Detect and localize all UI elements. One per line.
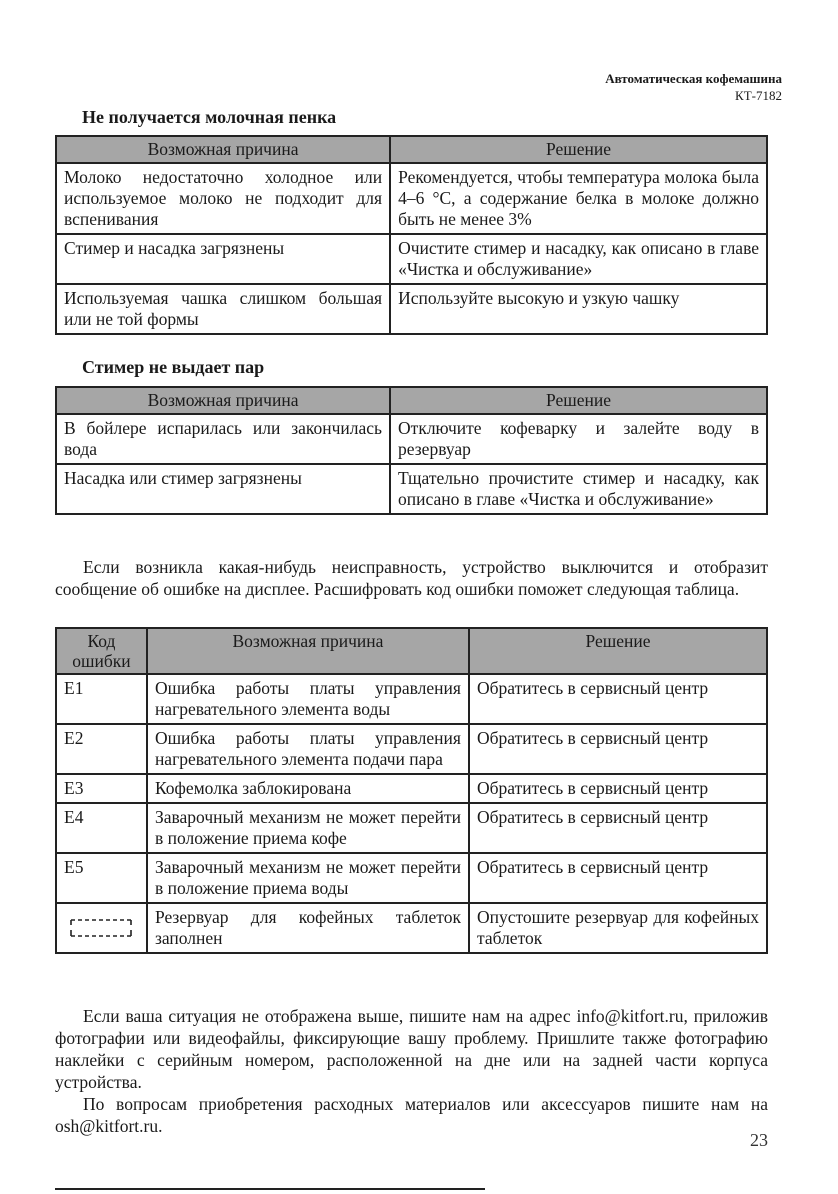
solution-cell: Опустошите резервуар для кофейных таблеток — [469, 903, 767, 953]
table-header-row — [56, 628, 767, 674]
solution-cell: Обратитесь в сервисный центр — [469, 853, 767, 903]
accessories-paragraph: По вопросам приобретения расходных материалов или аксессуаров пишите нам на osh@kitfort.ru. — [55, 1094, 768, 1136]
table-row — [56, 903, 767, 953]
table-row — [56, 414, 767, 464]
solution-cell: Отключите кофеварку и залейте воду в резервуар — [390, 414, 767, 464]
table-row — [56, 234, 767, 284]
section-title-milk-foam: Не получается молочная пенка — [82, 107, 337, 127]
cause-cell: Стимер и насадка загрязнены — [56, 234, 390, 284]
header-model: КТ-7182 — [735, 88, 782, 103]
table-row — [56, 774, 767, 803]
solution-cell: Обратитесь в сервисный центр — [469, 724, 767, 774]
cause-cell: Резервуар для кофейных таблеток заполнен — [147, 903, 469, 953]
error-intro-paragraph: Если возникла какая-нибудь неисправность, устройство выключится и отобразит сообщение об ошибке на дисплее. Расшифровать код ошибки поможет следующая таблица. — [55, 557, 768, 599]
cause-cell: Ошибка работы платы управления нагревательного элемента подачи пара — [147, 724, 469, 774]
solution-cell: Тщательно прочистите стимер и насадку, как описано в главе «Чистка и обслуживание» — [390, 464, 767, 514]
contact-paragraph: Если ваша ситуация не отображена выше, пишите нам на адрес info@kitfort.ru, приложив фотографии или видеофайлы, фиксирующие вашу проблему. Пришлите также фотографию наклейки с серийным номером, расположенной на дне или на задней части корпуса устройства. — [55, 1006, 768, 1092]
table-row — [56, 803, 767, 853]
cause-cell: Используемая чашка слишком большая или не той формы — [56, 284, 390, 334]
cause-cell: Молоко недостаточно холодное или используемое молоко не подходит для вспенивания — [56, 163, 390, 234]
solution-cell: Обратитесь в сервисный центр — [469, 674, 767, 724]
table-row — [56, 724, 767, 774]
column-header-cause: Возможная причина — [147, 628, 469, 674]
solution-cell: Обратитесь в сервисный центр — [469, 774, 767, 803]
footer-divider — [55, 1188, 485, 1190]
dashed-rectangle-icon — [69, 917, 133, 939]
error-code-cell — [56, 903, 147, 953]
table-row — [56, 853, 767, 903]
table-header-row — [56, 136, 767, 163]
cause-cell: Насадка или стимер загрязнены — [56, 464, 390, 514]
cause-cell: В бойлере испарилась или закончилась вода — [56, 414, 390, 464]
cause-cell: Ошибка работы платы управления нагревательного элемента воды — [147, 674, 469, 724]
error-code-cell: E5 — [56, 853, 147, 903]
table-row — [56, 284, 767, 334]
error-code-cell: E1 — [56, 674, 147, 724]
error-codes-table — [55, 627, 768, 954]
column-header-cause: Возможная причина — [56, 136, 390, 163]
column-header-solution: Решение — [469, 628, 767, 674]
steamer-table — [55, 386, 768, 515]
column-header-solution: Решение — [390, 387, 767, 414]
header-product: Автоматическая кофемашина — [605, 71, 782, 86]
solution-cell: Рекомендуется, чтобы температура молока была 4–6 °С, а содержание белка в молоке должно быть не менее 3% — [390, 163, 767, 234]
error-code-cell: E3 — [56, 774, 147, 803]
column-header-cause: Возможная причина — [56, 387, 390, 414]
table-row — [56, 163, 767, 234]
section-title-steamer: Стимер не выдает пар — [82, 357, 265, 377]
column-header-solution: Решение — [390, 136, 767, 163]
table-header-row — [56, 387, 767, 414]
solution-cell: Используйте высокую и узкую чашку — [390, 284, 767, 334]
table-row — [56, 674, 767, 724]
solution-cell: Очистите стимер и насадку, как описано в главе «Чистка и обслуживание» — [390, 234, 767, 284]
cause-cell: Заварочный механизм не может перейти в положение приема кофе — [147, 803, 469, 853]
column-header-code: Код ошибки — [56, 628, 147, 674]
solution-cell: Обратитесь в сервисный центр — [469, 803, 767, 853]
page-header — [605, 70, 782, 104]
cause-cell: Заварочный механизм не может перейти в положение приема воды — [147, 853, 469, 903]
error-code-cell: E4 — [56, 803, 147, 853]
milk-foam-table — [55, 135, 768, 335]
error-code-cell: E2 — [56, 724, 147, 774]
page-number: 23 — [750, 1130, 768, 1150]
table-row — [56, 464, 767, 514]
cause-cell: Кофемолка заблокирована — [147, 774, 469, 803]
